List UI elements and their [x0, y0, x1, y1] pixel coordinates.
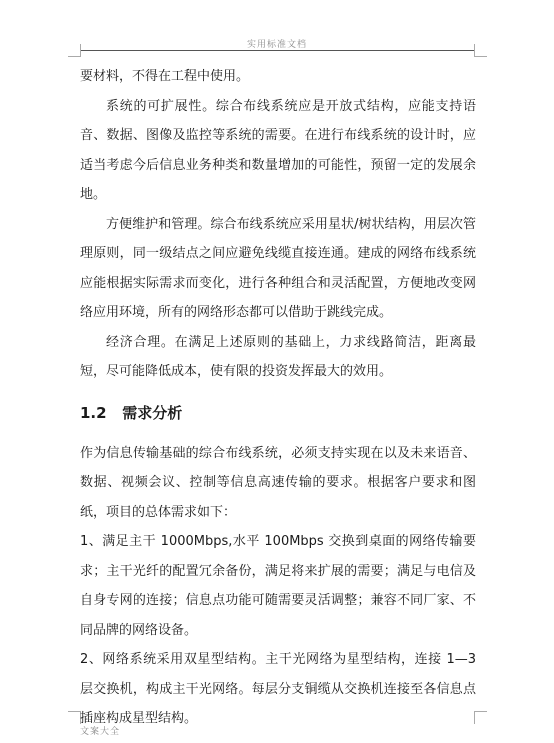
paragraph-intro: 作为信息传输基础的综合布线系统，必须支持实现在以及未来语音、数据、视频会议、控制等信息高速传输的要求。根据客户要求和图纸，项目的总体需求如下： [80, 445, 476, 520]
paragraph-scalability: 系统的可扩展性。综合布线系统应是开放式结构，应能支持语音、数据、图像及监控等系统的需要。在进行布线系统的设计时，应适当考虑今后信息业务种类和数量增加的可能性，预留一定的发展余地。 [80, 98, 476, 202]
page-header: 实用标准文档 [246, 40, 307, 50]
paragraph-requirement-1: 1、满足主干 1000Mbps,水平 100Mbps 交换到桌面的网络传输要求；主干光纤的配置冗余备份，满足将来扩展的需要；满足与电信及自身专网的连接；信息点功能可随需要灵活调整；兼容不同厂家、不同品牌的网络设备。 [80, 534, 476, 638]
header-rule [80, 50, 474, 51]
section-heading [80, 399, 476, 427]
section-title: 需求分析 [122, 403, 183, 422]
crop-mark-top-left [68, 44, 81, 57]
paragraph-continuation: 要材料，不得在工程中使用。 [80, 69, 250, 84]
paragraph-requirement-2: 2、网络系统采用双星型结构。主干光网络为星型结构，连接 1—3 层交换机，构成主干光网络。每层分支铜缆从交换机连接至各信息点插座构成星型结构。 [80, 652, 476, 726]
section-number: 1.2 [80, 403, 107, 422]
document-body [80, 62, 476, 734]
page-footer: 文案大全 [80, 727, 121, 737]
paragraph-maintenance: 方便维护和管理。综合布线系统应采用星状/树状结构，用层次管理原则，同一级结点之间应避免线缆直接连通。建成的网络布线系统应能根据实际需求而变化，进行各种组合和灵活配置，方便地改变网络应用环境，所有的网络形态都可以借助于跳线完成。 [80, 216, 476, 320]
paragraph-economy: 经济合理。在满足上述原则的基础上，力求线路简洁，距离最短，尽可能降低成本，使有限的投资发挥最大的效用。 [80, 334, 476, 379]
crop-mark-top-right [474, 44, 487, 57]
